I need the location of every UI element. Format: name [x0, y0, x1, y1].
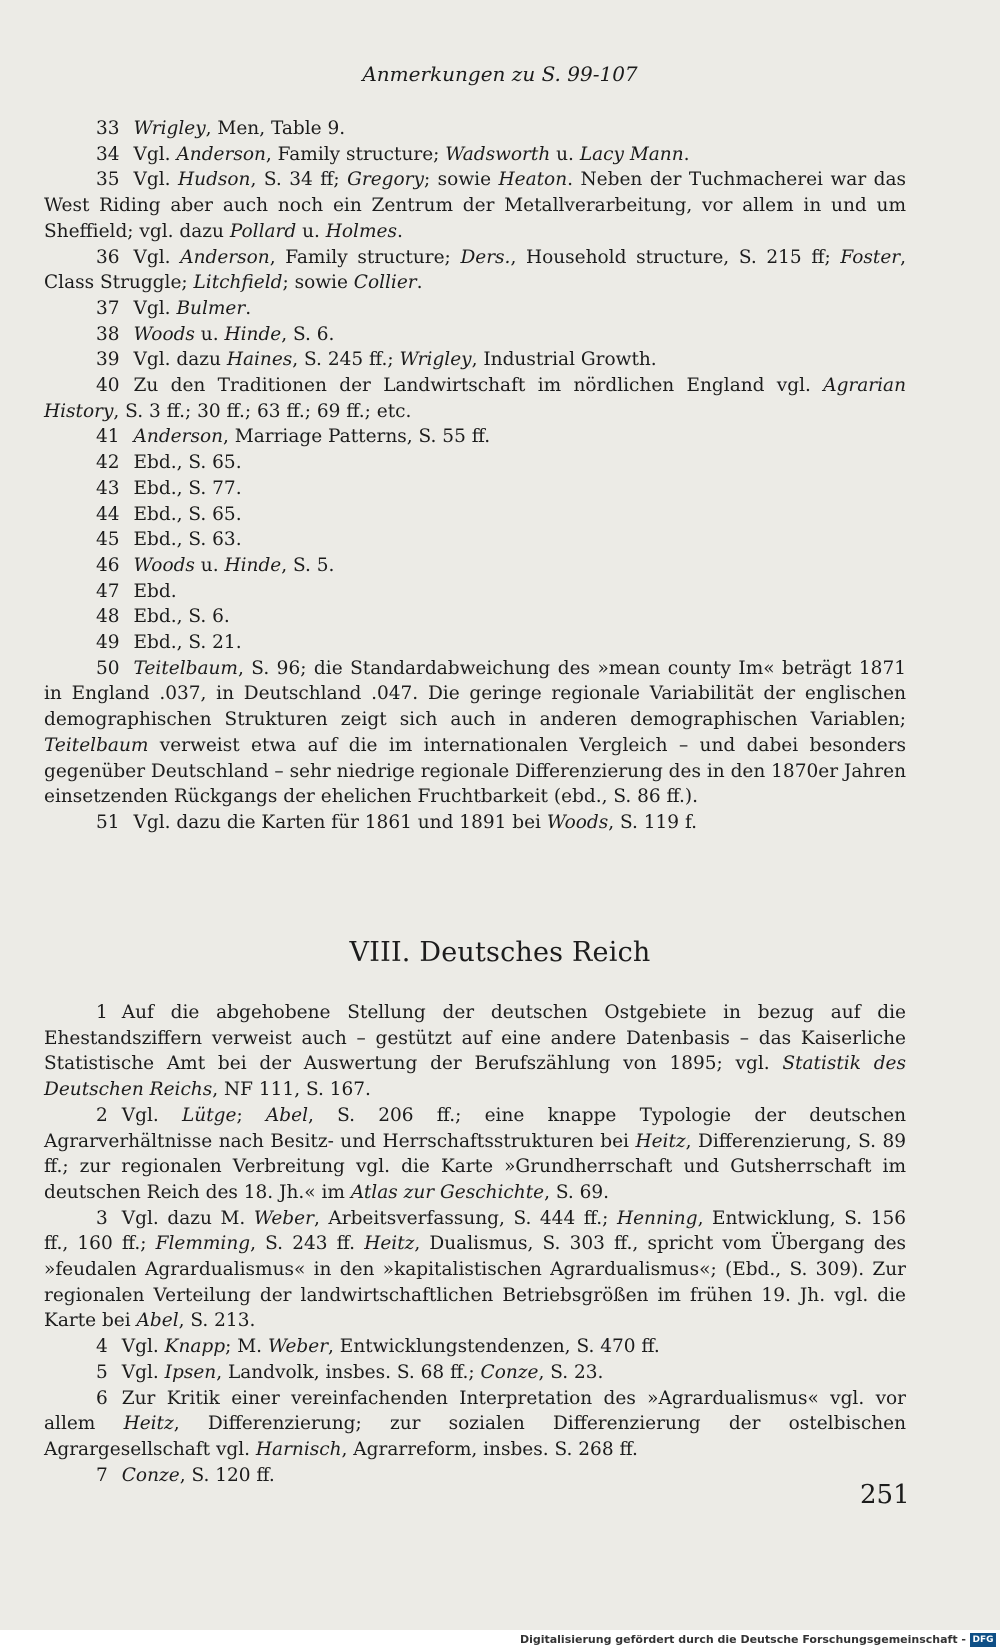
- footnote-text: , S. 69.: [544, 1181, 610, 1203]
- footnote-text: u.: [550, 143, 580, 165]
- endnotes-chapter-vii: [44, 116, 906, 836]
- footnote: [44, 1463, 906, 1489]
- cited-author: Woods: [546, 811, 609, 833]
- footnote-number: 40: [96, 375, 120, 397]
- footnote-number: 36: [96, 246, 120, 268]
- cited-author: Abel: [136, 1310, 179, 1332]
- footnote-text: , S. 213.: [178, 1310, 256, 1332]
- footnote-text: .: [683, 143, 690, 165]
- cited-author: Holmes: [325, 220, 397, 242]
- footnote-text: .: [396, 220, 403, 242]
- cited-author: Statistik des Deutschen Reichs: [44, 1053, 906, 1101]
- footnote-number: 45: [96, 529, 120, 551]
- footnote-text: u.: [296, 220, 326, 242]
- footnote-text: , Arbeitsverfassung, S. 444 ff.;: [313, 1207, 617, 1229]
- footnote-text: u.: [194, 323, 225, 345]
- cited-author: Anderson: [176, 143, 266, 165]
- footnote-text: , S. 120 ff.: [179, 1464, 275, 1486]
- footnote-number: 41: [96, 426, 120, 448]
- footnote-text: , Entwicklungstendenzen, S. 470 ff.: [328, 1336, 660, 1358]
- footnote-text: Vgl.: [133, 143, 177, 165]
- footnote: [44, 656, 906, 810]
- footnote-text: , S. 96; die Standardabweichung des »mean county Im« beträgt 1871 in England .037, in Deutschland .047. Die geringe regionale Variabilität der englischen demographischen Strukturen zeigt sich auch in anderen demographischen Variablen;: [44, 657, 906, 731]
- footnote-text: , S. 206 ff.; eine knappe Typologie der deutschen Agrarverhältnisse nach Besitz- und Herrschaftsstrukturen bei: [44, 1104, 906, 1152]
- footnote-text: Ebd., S. 77.: [133, 477, 242, 499]
- footnote-text: , S. 34 ff;: [250, 169, 348, 191]
- footnote-text: , Household structure, S. 215 ff;: [510, 246, 841, 268]
- footnote-text: , Differenzierung; zur sozialen Differenzierung der ostelbischen Agrargesellschaft vgl.: [44, 1413, 906, 1460]
- footnote: [44, 527, 906, 553]
- footnote: [44, 1334, 906, 1360]
- footnote-number: 42: [96, 452, 120, 474]
- cited-author: Heitz: [123, 1413, 174, 1435]
- footnote-text: , Family structure;: [269, 246, 461, 268]
- footnote-text: , Men, Table 9.: [205, 118, 346, 139]
- footnote-number: 49: [96, 632, 120, 654]
- footnote-text: ;: [236, 1104, 266, 1126]
- footnote: [44, 450, 906, 476]
- footnote-number: 51: [96, 811, 120, 833]
- section-heading: VIII. Deutsches Reich: [349, 937, 651, 968]
- footnote-number: 6: [96, 1387, 108, 1409]
- footnote: [44, 579, 906, 605]
- cited-author: Heitz: [635, 1130, 686, 1152]
- footnote-text: Vgl.: [133, 297, 177, 319]
- footnote-number: 5: [96, 1361, 108, 1383]
- footnote-text: .: [416, 272, 423, 294]
- footnote: [44, 424, 906, 450]
- footnote-number: 4: [96, 1336, 108, 1358]
- cited-author: Henning: [616, 1207, 698, 1229]
- footnote-text: , S. 5.: [281, 554, 335, 576]
- footnote: [44, 630, 906, 656]
- footnote-text: , Entwicklung, S. 156 ff., 160 ff.;: [44, 1207, 906, 1255]
- footnote-text: Zur Kritik einer vereinfachenden Interpretation des »Agrardualismus« vgl. vor allem: [44, 1387, 906, 1435]
- footnote-number: 37: [96, 297, 120, 319]
- footnote-text: , S. 245 ff.;: [292, 349, 400, 371]
- footnote-text: , Differenzierung, S. 89 ff.; zur regionalen Verbreitung vgl. die Karte »Grundherrschaft und Gutsherrschaft im deutschen Reich des 18. Jh.« im: [44, 1130, 907, 1203]
- footnote: [44, 142, 906, 168]
- footnote-number: 3: [96, 1207, 108, 1229]
- footnote-text: , S. 119 f.: [608, 811, 698, 833]
- footnote-text: Ebd., S. 21.: [133, 632, 242, 654]
- footnote-text: Ebd., S. 65.: [133, 503, 242, 525]
- cited-author: Atlas zur Geschichte: [350, 1181, 545, 1203]
- footnote: [44, 604, 906, 630]
- cited-author: Litchfield: [193, 272, 283, 294]
- footnote-number: 39: [96, 349, 120, 371]
- footnote: [44, 810, 906, 836]
- cited-author: Woods: [133, 323, 195, 345]
- footnote-text: , Class Struggle;: [44, 246, 906, 294]
- cited-author: Teitelbaum: [44, 734, 149, 756]
- cited-author: Pollard: [229, 220, 297, 242]
- cited-author: Weber: [267, 1336, 329, 1358]
- footnote-text: .: [245, 297, 252, 319]
- cited-author: Anderson: [180, 246, 270, 268]
- footnote-number: 35: [96, 169, 120, 191]
- cited-author: Ipsen: [164, 1361, 217, 1383]
- footnote: [44, 347, 906, 373]
- cited-author: Lütge: [182, 1104, 237, 1126]
- footnote-number: 34: [96, 143, 120, 165]
- footnote-text: , S. 243 ff.: [250, 1233, 365, 1255]
- footnote: [44, 1206, 906, 1335]
- cited-author: Conze: [121, 1464, 180, 1486]
- footnote-text: Vgl.: [133, 246, 181, 268]
- footnote-text: , Dualismus, S. 303 ff., spricht vom Übergang des »feudalen Agrardualismus« in den »kapitalistischen Agrardualismus«; (Ebd., S. 309). Zur regionalen Verteilung der landwirtschaftlichen Betriebsgrößen im frühen 19. Jh. vgl. die Karte bei: [44, 1233, 907, 1332]
- footnote-text: , Family structure;: [265, 143, 446, 165]
- footnote-text: , Industrial Growth.: [471, 349, 657, 371]
- footnote-number: 50: [96, 657, 120, 679]
- cited-author: Woods: [133, 554, 195, 576]
- footnote-number: 48: [96, 606, 120, 628]
- cited-author: Anderson: [133, 426, 224, 448]
- footnote-text: , Marriage Patterns, S. 55 ff.: [223, 426, 491, 448]
- cited-author: Ders.: [460, 246, 511, 268]
- footnote-text: ; M.: [225, 1336, 268, 1358]
- footnote-text: Ebd., S. 63.: [133, 529, 242, 551]
- footnote-number: 46: [96, 554, 120, 576]
- footnote-text: , NF 111, S. 167.: [212, 1079, 371, 1101]
- footnote-number: 43: [96, 477, 120, 499]
- cited-author: Flemming: [155, 1233, 251, 1255]
- cited-author: Heitz: [364, 1233, 415, 1255]
- cited-author: Teitelbaum: [133, 657, 238, 679]
- cited-author: Knapp: [164, 1336, 226, 1358]
- footnote-text: verweist etwa auf die im internationalen Vergleich – und dabei besonders gegenüber Deutschland – sehr niedrige regionale Differenzierung des in den 1870er Jahren einsetzenden Rückgangs der ehelichen Fruchtbarkeit (ebd., S. 86 ff.).: [44, 734, 906, 808]
- footnote-text: Vgl. dazu die Karten für 1861 und 1891 bei: [133, 811, 547, 833]
- footnote: [44, 245, 906, 296]
- cited-author: Hinde: [224, 554, 282, 576]
- footnote: [44, 1103, 906, 1206]
- footnote-text: , S. 3 ff.; 30 ff.; 63 ff.; 69 ff.; etc.: [113, 400, 412, 422]
- cited-author: Conze: [480, 1361, 539, 1383]
- cited-author: Weber: [253, 1207, 314, 1229]
- footnote-number: 7: [96, 1464, 108, 1486]
- footnote: [44, 1000, 906, 1103]
- cited-author: Haines: [226, 349, 293, 371]
- cited-author: Abel: [265, 1104, 308, 1126]
- footnote-text: , Agrarreform, insbes. S. 268 ff.: [341, 1438, 638, 1460]
- footnote-number: 47: [96, 580, 120, 602]
- footnote-number: 33: [96, 118, 120, 139]
- cited-author: Lacy Mann: [579, 143, 684, 165]
- footnote-number: 1: [96, 1002, 108, 1023]
- footnote: [44, 502, 906, 528]
- footnote-number: 38: [96, 323, 120, 345]
- endnotes-chapter-viii: [44, 1000, 906, 1488]
- footnote-text: Vgl.: [121, 1104, 183, 1126]
- footnote-text: Vgl. dazu M.: [121, 1207, 254, 1229]
- running-head: Anmerkungen zu S. 99-107: [362, 62, 638, 86]
- footnote-text: Vgl.: [133, 169, 179, 191]
- cited-author: Gregory: [347, 169, 424, 191]
- cited-author: Hinde: [224, 323, 282, 345]
- footnote-text: Auf die abgehobene Stellung der deutschen Ostgebiete in bezug auf die Ehestandsziffern verweist auch – gestützt auf eine andere Datenbasis – das Kaiserliche Statistische Amt bei der Auswertung der Berufszählung von 1895; vgl.: [44, 1002, 906, 1075]
- footnote-text: ; sowie: [423, 169, 499, 191]
- footnote-text: , Landvolk, insbes. S. 68 ff.;: [216, 1361, 481, 1383]
- footer-credit: Digitalisierung gefördert durch die Deutsche Forschungsgemeinschaft -: [519, 1633, 966, 1646]
- dfg-logo: DFG: [970, 1633, 996, 1647]
- cited-author: Wrigley: [399, 349, 472, 371]
- digitization-footer: [0, 1630, 1000, 1651]
- footnote: [44, 1386, 906, 1463]
- footnote-number: 44: [96, 503, 120, 525]
- footnote: [44, 116, 906, 142]
- cited-author: Harnisch: [255, 1438, 342, 1460]
- cited-author: Hudson: [178, 169, 251, 191]
- footnote-number: 2: [96, 1104, 108, 1126]
- footnote: [44, 373, 906, 424]
- footnote-text: Ebd., S. 6.: [133, 606, 230, 628]
- footnote-text: Vgl. dazu: [133, 349, 227, 371]
- footnote-text: . Neben der Tuchmacherei war das West Riding aber auch noch ein Zentrum der Metallverarbeitung, vor allem in und um Sheffield; vgl. dazu: [44, 169, 907, 242]
- footnote-text: Ebd., S. 65.: [133, 452, 242, 474]
- footnote: [44, 1360, 906, 1386]
- footnote-text: ; sowie: [282, 272, 354, 294]
- footnote: [44, 296, 906, 322]
- cited-author: Collier: [353, 272, 417, 294]
- footnote: [44, 476, 906, 502]
- footnote-text: , S. 6.: [281, 323, 335, 345]
- cited-author: Heaton: [498, 169, 568, 191]
- page-number: 251: [860, 1480, 910, 1510]
- cited-author: Foster: [840, 246, 901, 268]
- footnote-text: Vgl.: [121, 1361, 165, 1383]
- footnote: [44, 322, 906, 348]
- footnote-text: Zu den Traditionen der Landwirtschaft im nördlichen England vgl.: [133, 375, 824, 397]
- footnote-text: Ebd.: [133, 580, 177, 602]
- footnote: [44, 553, 906, 579]
- footnote-text: , S. 23.: [538, 1361, 604, 1383]
- cited-author: Wadsworth: [445, 143, 551, 165]
- footnote: [44, 167, 906, 244]
- footnote-text: Vgl.: [121, 1336, 165, 1358]
- footnote-text: u.: [194, 554, 225, 576]
- cited-author: Bulmer: [176, 297, 246, 319]
- cited-author: Agrarian History: [44, 375, 906, 422]
- cited-author: Wrigley: [133, 118, 206, 139]
